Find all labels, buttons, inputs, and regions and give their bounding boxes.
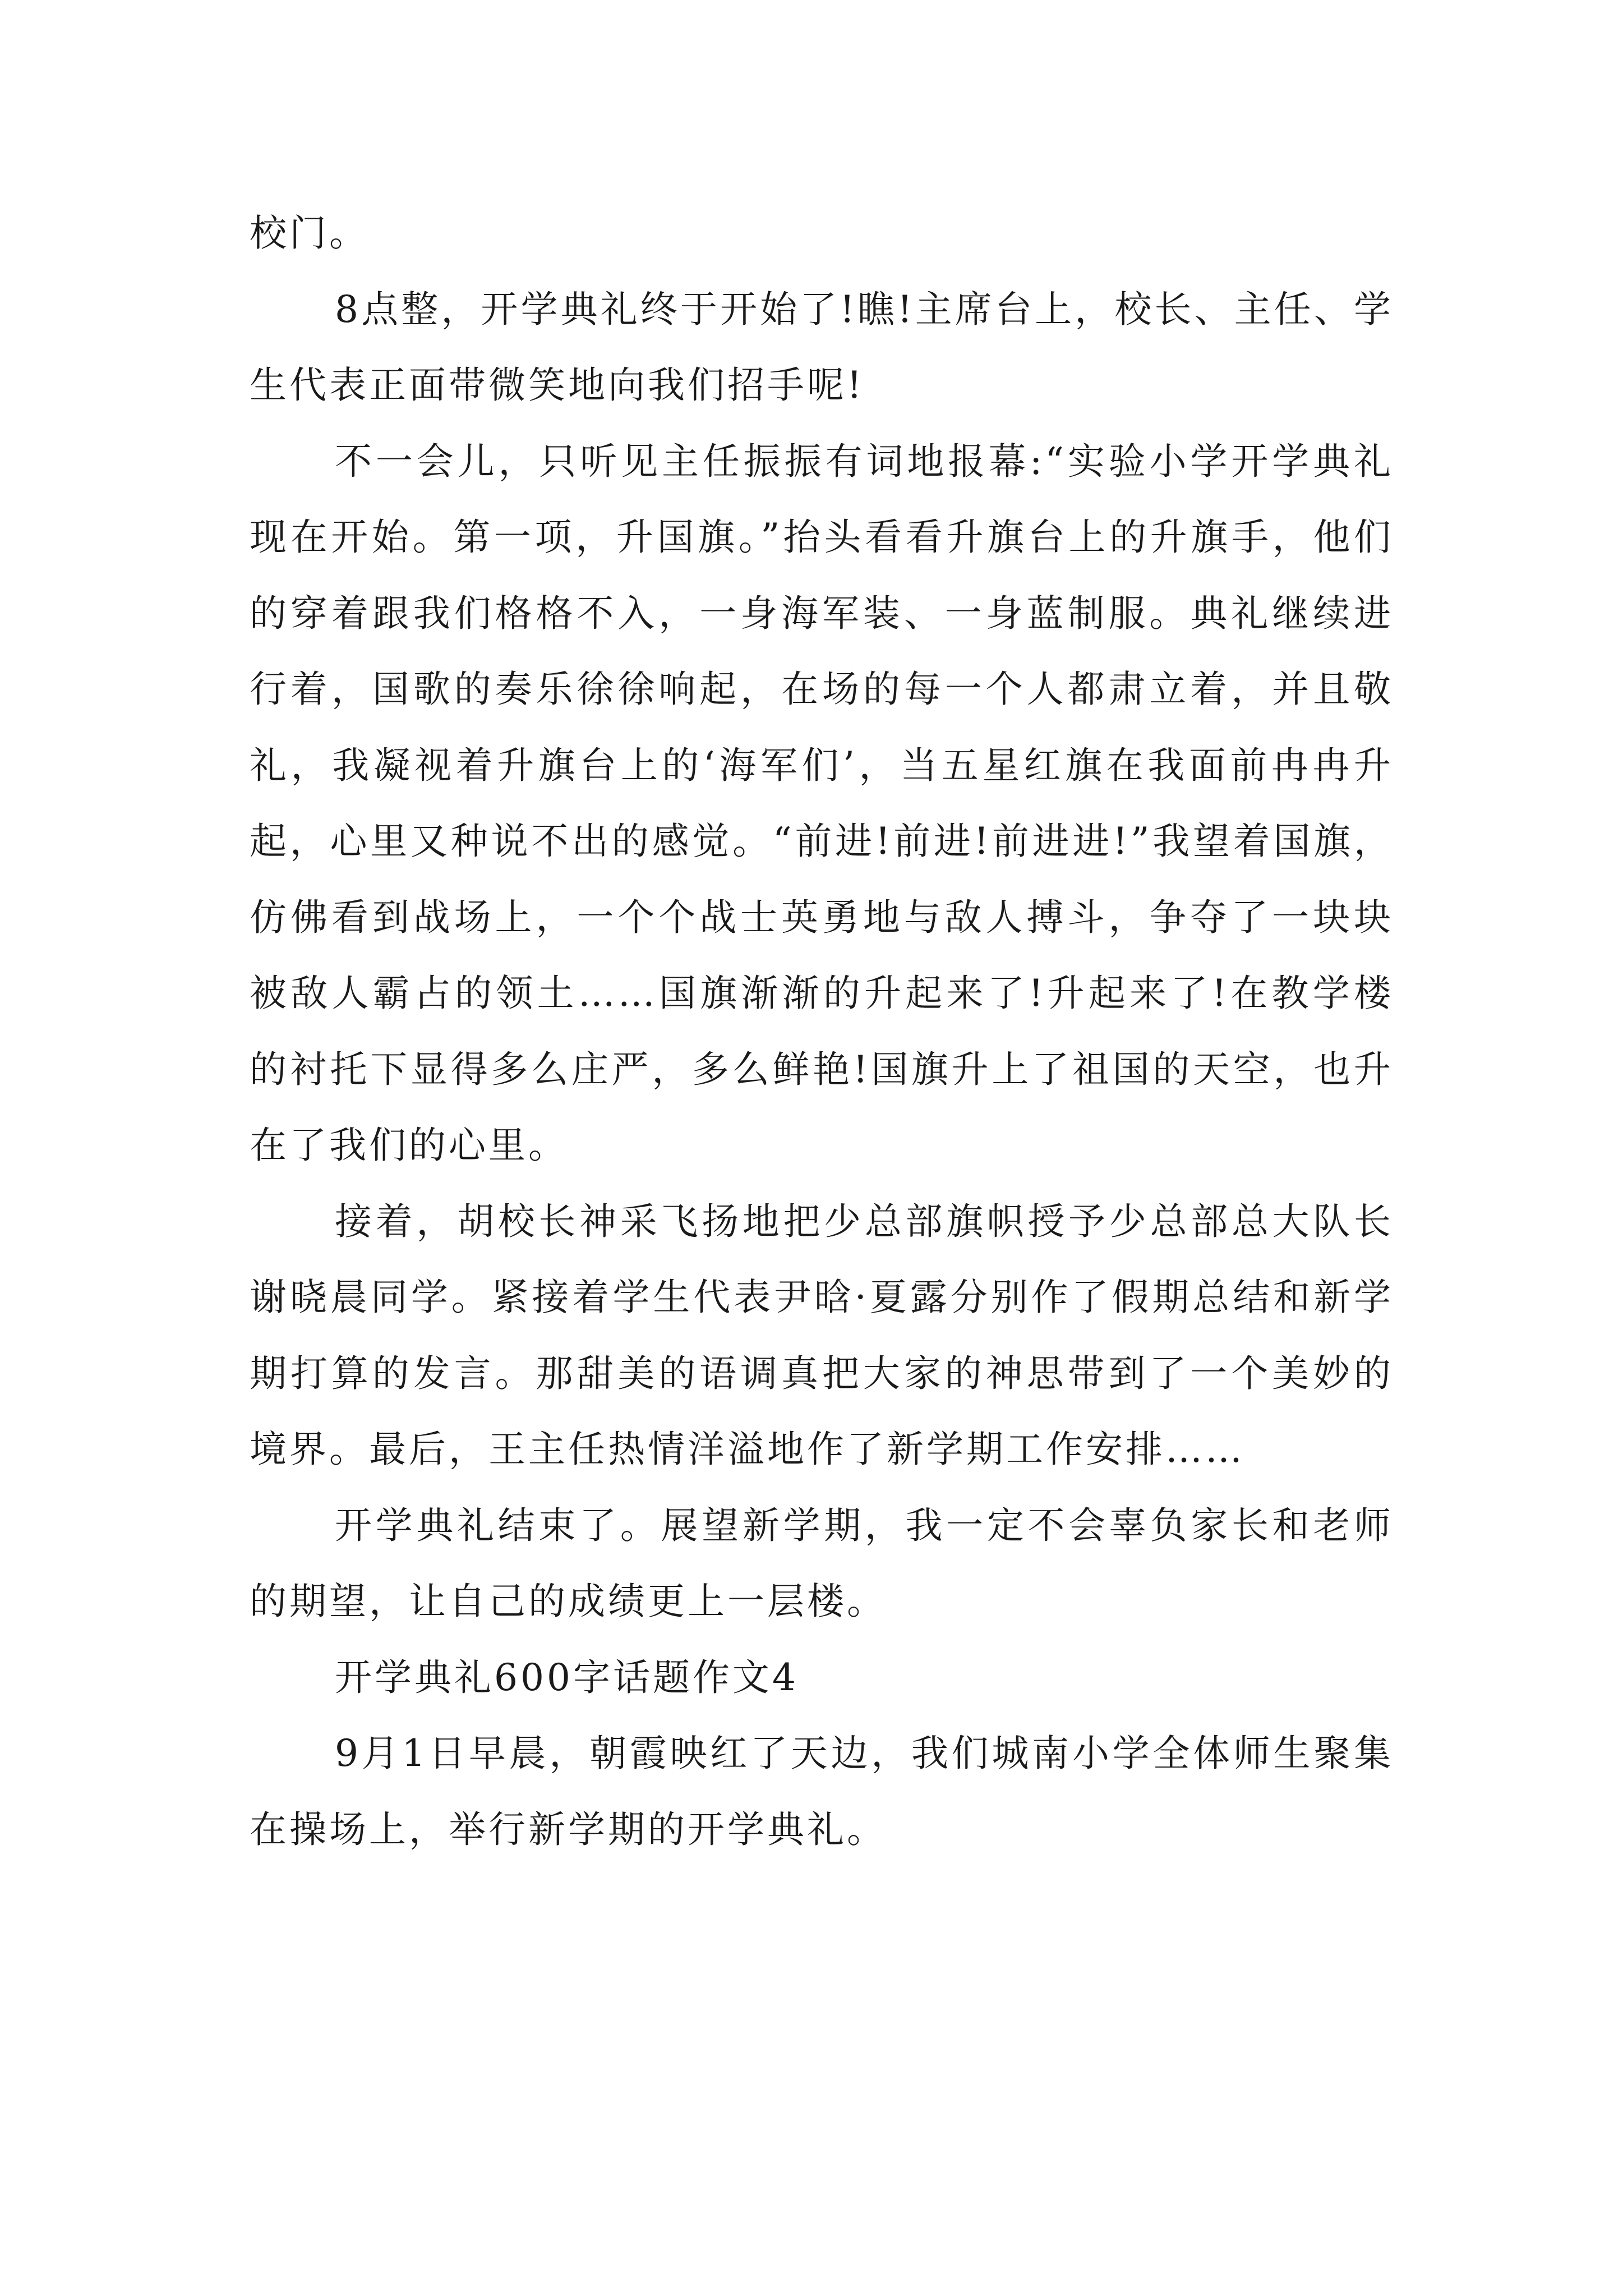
section-heading: 开学典礼600字话题作文4 (335, 1655, 799, 1699)
paragraph-4: 接着，胡校长神采飞扬地把少总部旗帜授予少总部总大队长谢晓晨同学。紧接着学生代表尹晗·夏露分别作了假期总结和新学期打算的发言。那甜美的语调真把大家的神思带到了一个美妙的境界。最后，王主任热情洋溢地作了新学期工作安排…… (250, 1199, 1394, 1471)
paragraph-3: 不一会儿，只听见主任振振有词地报幕:“实验小学开学典礼现在开始。第一项，升国旗。”抬头看看升旗台上的升旗手，他们的穿着跟我们格格不入，一身海军装、一身蓝制服。典礼继续进行着，国歌的奏乐徐徐响起，在场的每一个人都肃立着，并且敬礼，我凝视着升旗台上的‘海军们’，当五星红旗在我面前冉冉升起，心里又种说不出的感觉。“前进!前进!前进进!”我望着国旗，仿佛看到战场上，一个个战士英勇地与敌人搏斗，争夺了一块块被敌人霸占的领土……国旗渐渐的升起来了!升起来了!在教学楼的衬托下显得多么庄严，多么鲜艳!国旗升上了祖国的天空，也升在了我们的心里。 (250, 439, 1394, 1167)
paragraph-5: 开学典礼结束了。展望新学期，我一定不会辜负家长和老师的期望，让自己的成绩更上一层楼。 (250, 1503, 1394, 1623)
paragraph-7: 9月1日早晨，朝霞映红了天边，我们城南小学全体师生聚集在操场上，举行新学期的开学典礼。 (250, 1732, 1394, 1851)
paragraph-1: 校门。 (250, 211, 369, 255)
paragraph-2: 8点整，开学典礼终于开始了!瞧!主席台上，校长、主任、学生代表正面带微笑地向我们招手呢! (250, 287, 1394, 407)
essay-body (250, 195, 1394, 1867)
